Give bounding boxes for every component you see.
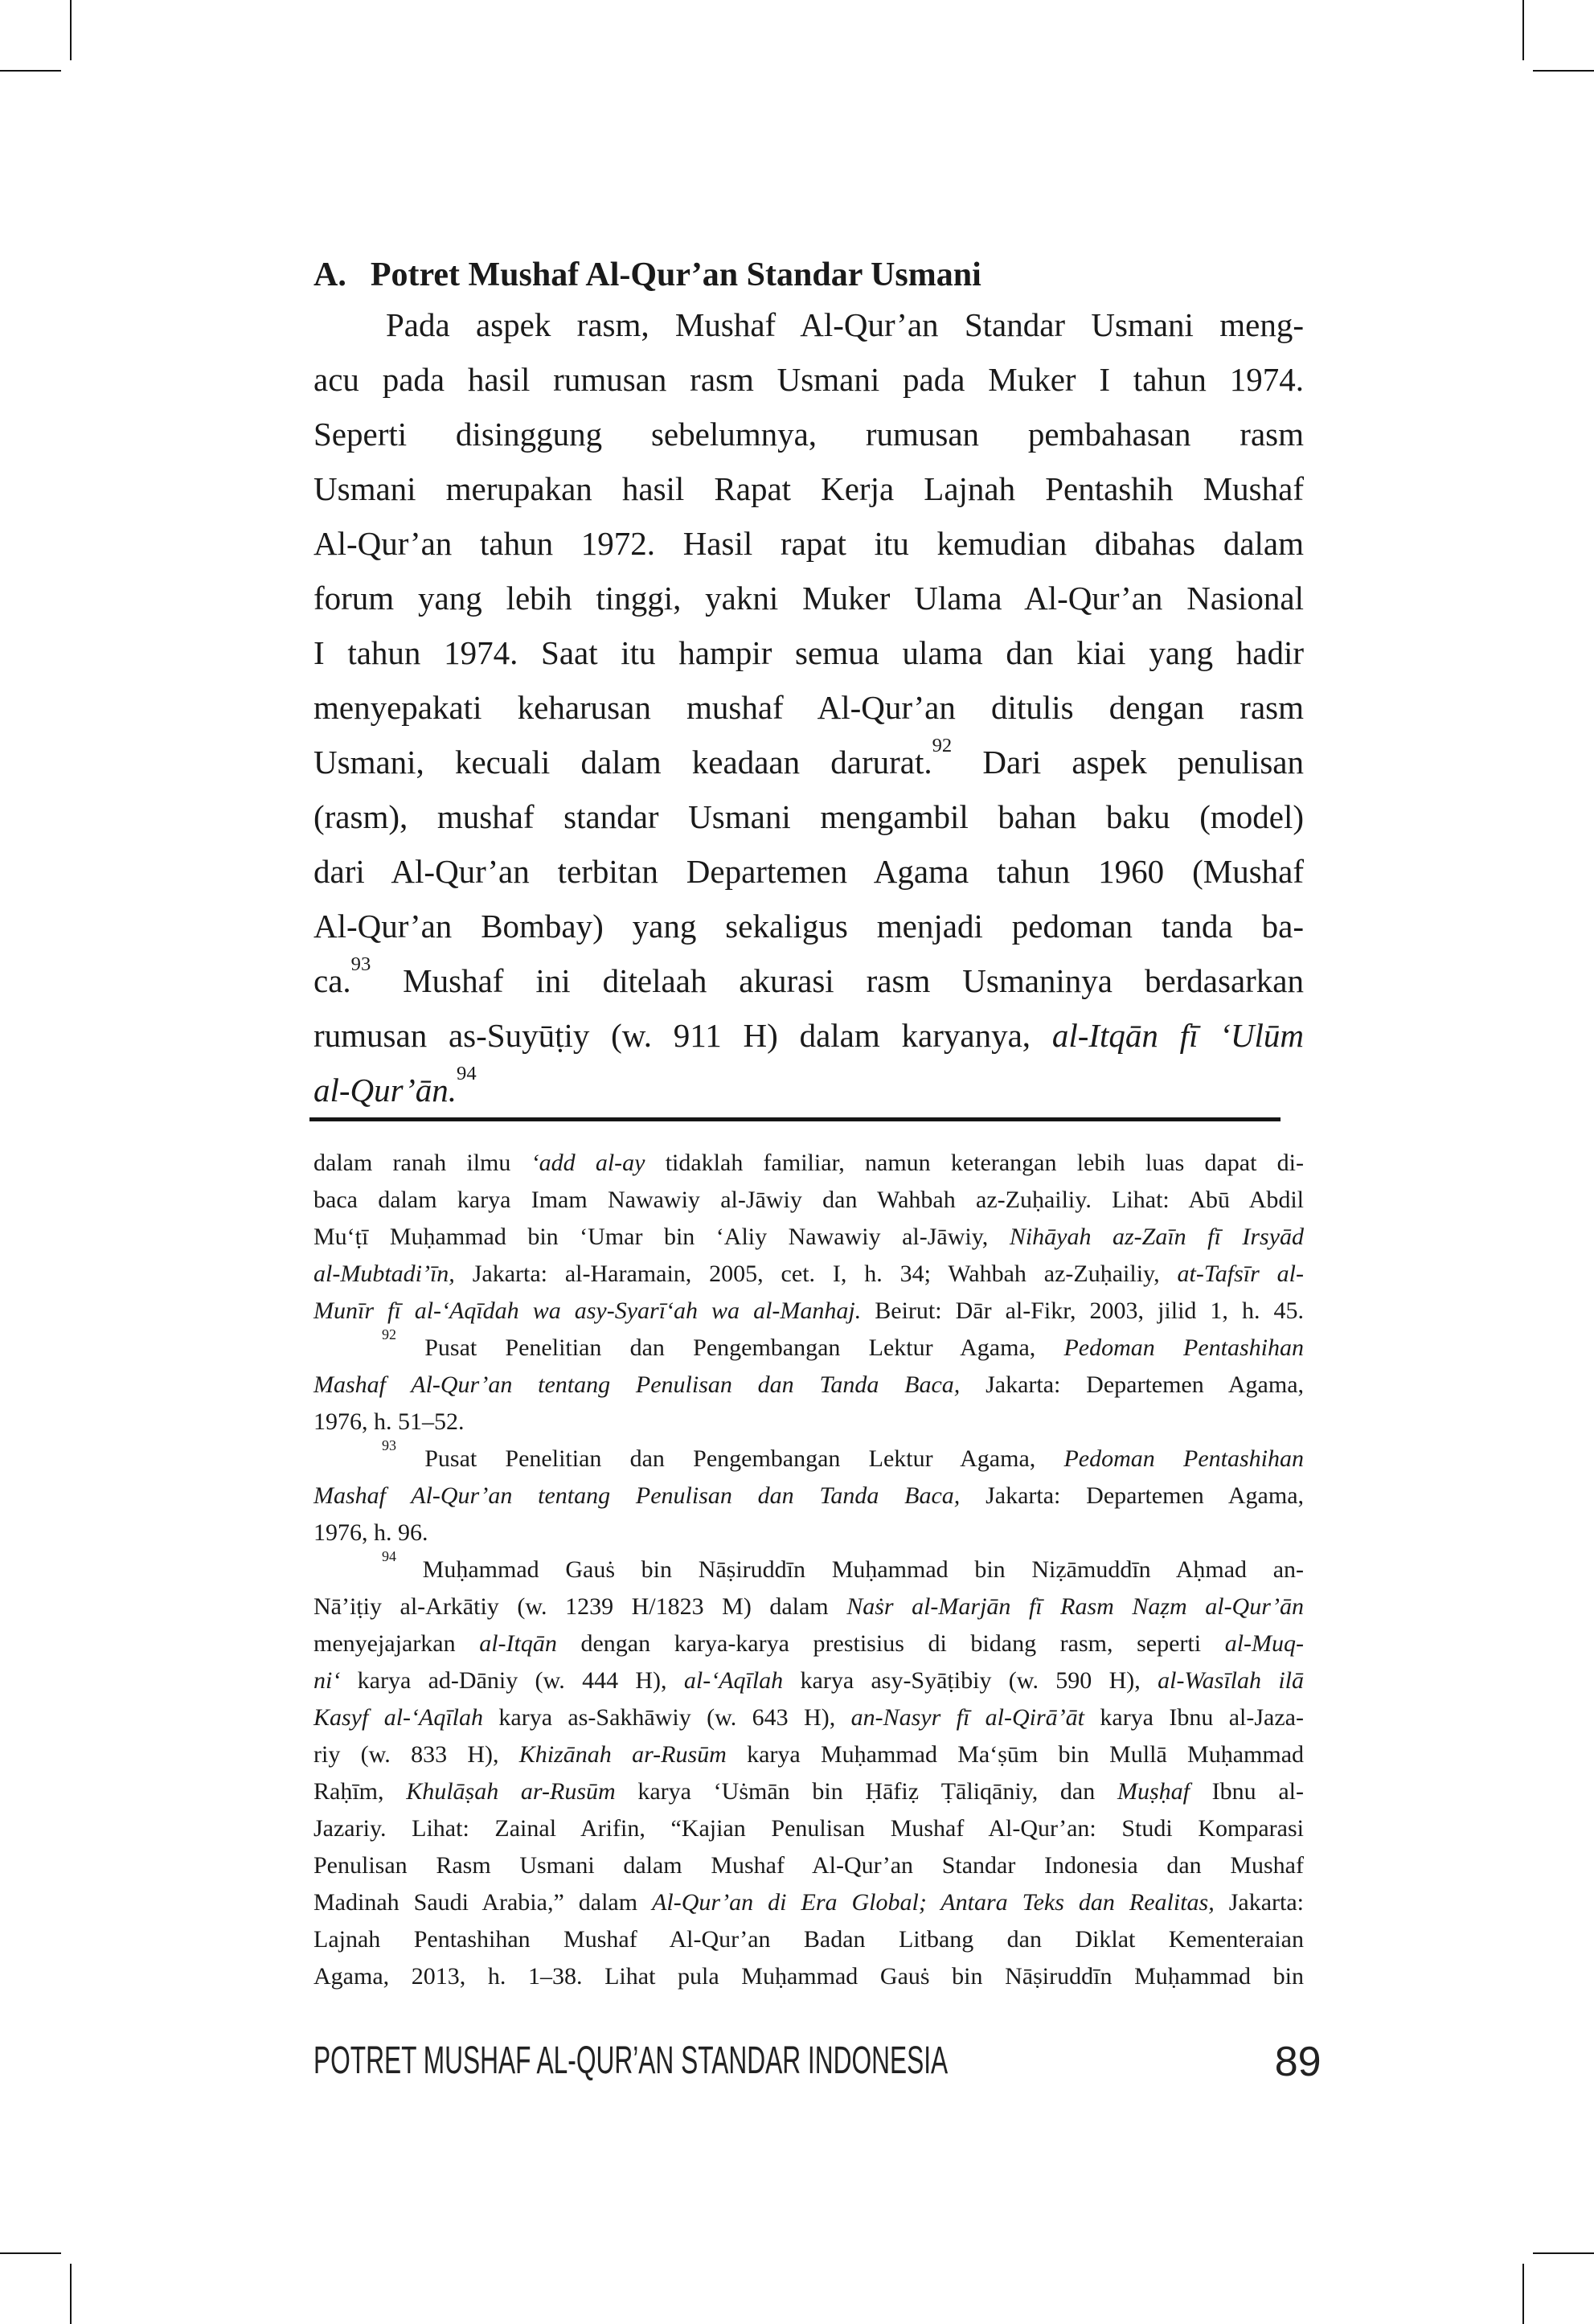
footnote-line: al-Mubtadi’īn, Jakarta: al-Haramain, 2005, cet. I, h. 34; Wahbah az-Zuḥailiy, at-Tafsīr al- bbox=[313, 1260, 1304, 1287]
footnote-line: Munīr fī al-‘Aqīdah wa asy-Syarī‘ah wa al-Manhaj. Beirut: Dār al-Fikr, 2003, jilid 1, h. 45. bbox=[313, 1297, 1304, 1324]
footnote-line: Madinah Saudi Arabia,” dalam Al-Qur’an di Era Global; Antara Teks dan Realitas, Jakarta: bbox=[313, 1889, 1305, 1916]
body-text-line: (rasm), mushaf standar Usmani mengambil bahan baku (model) bbox=[313, 798, 1304, 835]
section-heading bbox=[313, 256, 1304, 294]
footnote-line: 1976, h. 51–52. bbox=[313, 1408, 465, 1435]
body-text-line: Pada aspek rasm, Mushaf Al-Qur’an Standar Usmani meng- bbox=[386, 306, 1304, 343]
footnote-line: $^{93}$ Pusat Penelitian dan Pengembangan Lektur Agama, Pedoman Pentashihan bbox=[382, 1437, 1304, 1472]
footnote-line: Mu‘ṭī Muḥammad bin ‘Umar bin ‘Aliy Nawawiy al-Jāwiy, Nihāyah az-Zaīn fī Irsyād bbox=[313, 1223, 1305, 1250]
footnote-line: Penulisan Rasm Usmani dalam Mushaf Al-Qur’an Standar Indonesia dan Mushaf bbox=[313, 1852, 1304, 1879]
body-text-line: Usmani merupakan hasil Rapat Kerja Lajnah Pentashih Mushaf bbox=[313, 470, 1304, 507]
footnote-line: ni‘ karya ad-Dāniy (w. 444 H), al-‘Aqīlah karya asy-Syāṭibiy (w. 590 H), al-Wasīlah ilā bbox=[313, 1667, 1305, 1694]
body-text-line: Al-Qur’an tahun 1972. Hasil rapat itu kemudian dibahas dalam bbox=[313, 525, 1304, 562]
footnote-line: Jazariy. Lihat: Zainal Arifin, “Kajian Penulisan Mushaf Al-Qur’an: Studi Komparasi bbox=[313, 1815, 1304, 1842]
running-title: POTRET MUSHAF AL-QUR’AN STANDAR INDONESIA bbox=[313, 2039, 949, 2082]
section-heading-number: A. bbox=[313, 256, 346, 293]
crop-mark-top-left-vertical bbox=[70, 0, 72, 60]
footnote-line: Mashaf Al-Qur’an tentang Penulisan dan Tanda Baca, Jakarta: Departemen Agama, bbox=[313, 1482, 1305, 1509]
crop-mark-bottom-right-horizontal bbox=[1533, 2252, 1594, 2254]
page-number: 89 bbox=[1274, 2038, 1322, 2085]
body-text-line: acu pada hasil rumusan rasm Usmani pada Muker I tahun 1974. bbox=[313, 361, 1304, 398]
footnote-line: menyejajarkan al-Itqān dengan karya-karya prestisius di bidang rasm, seperti al-Muq- bbox=[313, 1630, 1304, 1657]
footnote-line: 1976, h. 96. bbox=[313, 1519, 428, 1546]
footnote-line: $^{92}$ Pusat Penelitian dan Pengembangan Lektur Agama, Pedoman Pentashihan bbox=[382, 1326, 1304, 1361]
page-footer bbox=[313, 2038, 1322, 2085]
crop-mark-top-left-horizontal bbox=[0, 70, 61, 72]
body-text-line: menyepakati keharusan mushaf Al-Qur’an ditulis dengan rasm bbox=[313, 689, 1304, 726]
footnote-separator-rule bbox=[309, 1117, 1281, 1121]
footnote-line: Mashaf Al-Qur’an tentang Penulisan dan Tanda Baca, Jakarta: Departemen Agama, bbox=[313, 1371, 1305, 1398]
crop-mark-top-right-vertical bbox=[1522, 0, 1524, 60]
footnote-line: baca dalam karya Imam Nawawiy al-Jāwiy dan Wahbah az-Zuḥailiy. Lihat: Abū Abdil bbox=[313, 1187, 1304, 1213]
footnote-line: dalam ranah ilmu ‘add al-ay tidaklah familiar, namun keterangan lebih luas dapat di- bbox=[313, 1150, 1304, 1176]
body-text-line: rumusan as-Suyūṭiy (w. 911 H) dalam karyanya, al-Itqān fī ‘Ulūm bbox=[313, 1017, 1305, 1054]
footnote-line: $^{94}$ Muḥammad Gauṡ bin Nāṣiruddīn Muḥammad bin Niẓāmuddīn Aḥmad an- bbox=[382, 1548, 1304, 1583]
body-text-line: Seperti disinggung sebelumnya, rumusan pembahasan rasm bbox=[313, 416, 1304, 453]
body-text-line: al-Qur’ān.$^{94}$ bbox=[313, 1063, 477, 1109]
body-text-line: I tahun 1974. Saat itu hampir semua ulama dan kiai yang hadir bbox=[313, 634, 1304, 671]
body-paragraph bbox=[313, 297, 1304, 1117]
body-text-line: forum yang lebih tinggi, yakni Muker Ulama Al-Qur’an Nasional bbox=[313, 580, 1304, 617]
crop-mark-bottom-right-vertical bbox=[1522, 2264, 1524, 2324]
body-text-line: Usmani, kecuali dalam keadaan darurat.$^{92}$ Dari aspek penulisan bbox=[313, 735, 1305, 781]
footnote-line: Agama, 2013, h. 1–38. Lihat pula Muḥammad Gauṡ bin Nāṣiruddīn Muḥammad bin bbox=[313, 1963, 1304, 1990]
footnote-line: Kasyf al-‘Aqīlah karya as-Sakhāwiy (w. 643 H), an-Nasyr fī al-Qirā’āt karya Ibnu al-Jaza- bbox=[313, 1704, 1304, 1731]
crop-mark-top-right-horizontal bbox=[1533, 70, 1594, 72]
crop-mark-bottom-left-vertical bbox=[70, 2264, 72, 2324]
footnote-line: Raḥīm, Khulāṣah ar-Rusūm karya ‘Uṡmān bin Ḥāfiẓ Ṭāliqāniy, dan Muṣḥaf Ibnu al- bbox=[313, 1778, 1305, 1805]
crop-mark-bottom-left-horizontal bbox=[0, 2252, 61, 2254]
body-text-line: ca.$^{93}$ Mushaf ini ditelaah akurasi rasm Usmaninya berdasarkan bbox=[313, 953, 1304, 999]
footnote-line: Lajnah Pentashihan Mushaf Al-Qur’an Badan Litbang dan Diklat Kementeraian bbox=[313, 1926, 1304, 1953]
footnotes-block bbox=[313, 1145, 1304, 1995]
body-text-line: Al-Qur’an Bombay) yang sekaligus menjadi pedoman tanda ba- bbox=[313, 908, 1304, 945]
body-text-line: dari Al-Qur’an terbitan Departemen Agama tahun 1960 (Mushaf bbox=[313, 853, 1304, 890]
footnote-line: Nā’iṭiy al-Arkātiy (w. 1239 H/1823 M) dalam Naṡr al-Marjān fī Rasm Naẓm al-Qur’ān bbox=[313, 1593, 1305, 1620]
footnote-line: riy (w. 833 H), Khizānah ar-Rusūm karya Muḥammad Ma‘ṣūm bin Mullā Muḥammad bbox=[313, 1741, 1305, 1768]
section-heading-title: Potret Mushaf Al-Qur’an Standar Usmani bbox=[370, 256, 981, 293]
